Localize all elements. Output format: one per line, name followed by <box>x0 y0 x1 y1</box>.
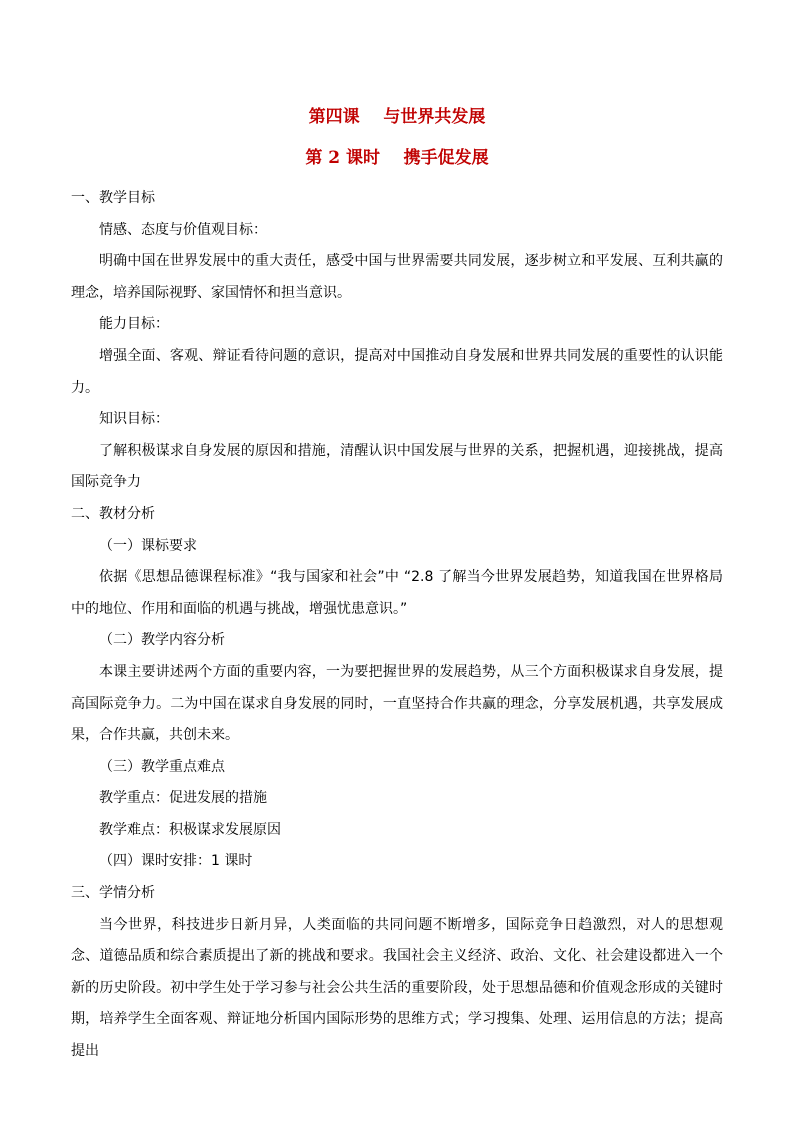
subheading-schedule: （四）课时安排：1 课时 <box>99 853 253 870</box>
document-body <box>71 183 723 1068</box>
subheading-key-points: （三）教学重点难点 <box>99 758 225 775</box>
content-analysis-text: 本课主要讲述两个方面的重要内容，一为要把握世界的发展趋势，从三个方面积极谋求自身发展，提高国际竞争力。二为中国在谋求自身发展的同时，一直坚持合作共赢的理念，分享发展机遇，共享发展成果，合作共赢，共创未来。 <box>71 663 723 744</box>
goal-knowledge-label: 知识目标： <box>99 411 169 428</box>
goal-emotion-text: 明确中国在世界发展中的重大责任，感受中国与世界需要共同发展，逐步树立和平发展、互利共赢的理念，培养国际视野、家国情怀和担当意识。 <box>71 253 723 301</box>
goal-knowledge-text: 了解积极谋求自身发展的原因和措施，清醒认识中国发展与世界的关系，把握机遇，迎接挑战，提高国际竞争力 <box>71 442 723 491</box>
standard-text: 依据《思想品德课程标准》“我与国家和社会”中 “2.8 了解当今世界发展趋势，知道我国在世界格局中的地位、作用和面临的机遇与挑战，增强忧患意识。” <box>71 569 723 617</box>
lesson-title: 第四课 与世界共发展 <box>308 107 486 127</box>
key-point-text: 教学重点：促进发展的措施 <box>99 790 267 807</box>
section-heading-goals: 一、教学目标 <box>71 190 155 206</box>
section-heading-students: 三、学情分析 <box>71 885 155 902</box>
students-analysis-text: 当今世界，科技进步日新月异，人类面临的共同问题不断增多，国际竞争日趋激烈，对人的思想观念、道德品质和综合素质提出了新的挑战和要求。我国社会主义经济、政治、文化、社会建设都进入一个新的历史阶段。初中学生处于学习参与社会公共生活的重要阶段，处于思想品德和价值观念形成的关键时期，培养学生全面客观、辩证地分析国内国际形势的思维方式；学习搜集、处理、运用信息的方法；提高提出 <box>71 916 723 1060</box>
difficult-point-text: 教学难点：积极谋求发展原因 <box>99 821 281 838</box>
goal-ability-text: 增强全面、客观、辩证看待问题的意识，提高对中国推动自身发展和世界共同发展的重要性的认识能力。 <box>71 347 723 396</box>
subheading-standard: （一）课标要求 <box>99 537 197 554</box>
lesson-subtitle: 第 2 课时 携手促发展 <box>305 148 489 168</box>
goal-emotion-label: 情感、态度与价值观目标： <box>99 221 267 238</box>
goal-ability-label: 能力目标： <box>99 316 169 333</box>
subheading-content-analysis: （二）教学内容分析 <box>99 632 225 649</box>
section-heading-material: 二、教材分析 <box>71 505 155 522</box>
